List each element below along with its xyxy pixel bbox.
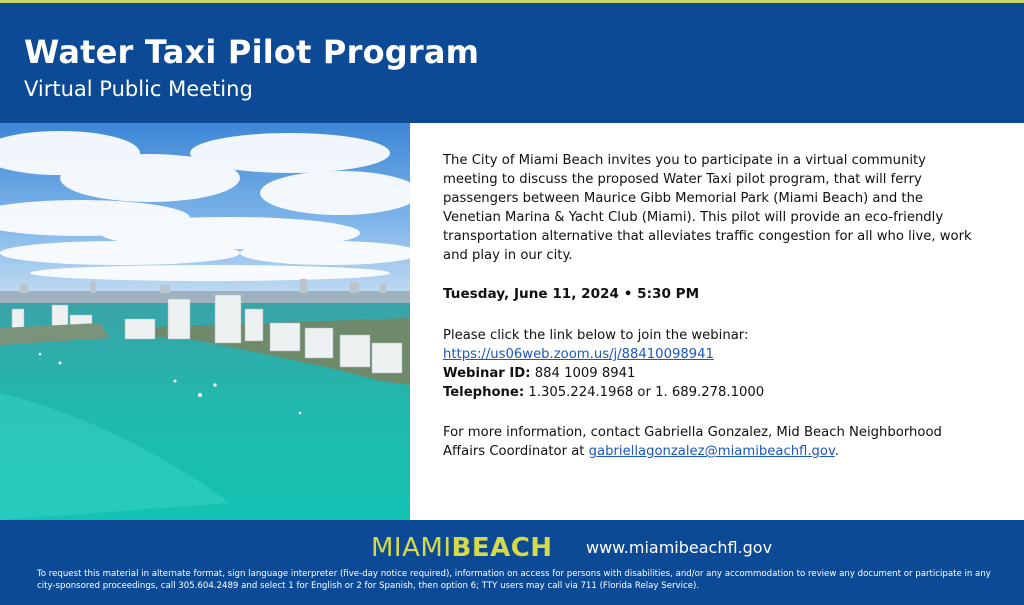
page-title: Water Taxi Pilot Program	[24, 33, 480, 71]
intro-paragraph: The City of Miami Beach invites you to participate in a virtual community meeting to discuss the proposed Water Taxi pilot program, that will ferry passengers between Maurice Gibb Memorial Park (Miami Beach) and the Venetian Marina & Yacht Club (Miami). This pilot will provide an eco-friendly transportation alternative that alleviates traffic congestion for all who live, work and play in our city.	[443, 153, 972, 263]
webinar-link[interactable]: https://us06web.zoom.us/j/88410098941	[443, 347, 714, 362]
brand-first: MIAMI	[371, 533, 452, 563]
contact-text: For more information, contact Gabriella Gonzalez, Mid Beach Neighborhood Affairs Coordinator at	[443, 425, 942, 459]
meeting-date-time: Tuesday, June 11, 2024 • 5:30 PM	[443, 286, 700, 302]
accessibility-disclaimer: To request this material in alternate format, sign language interpreter (five-day notice required), information on access for persons with disabilities, and/or any accommodation to review any document or participate in any city-sponsored proceedings, call 305.604.2489 and select 1 for English or 2 for Spanish, then option 6; TTY users may call via 711 (Florida Relay Service).	[37, 569, 991, 591]
footer-banner	[0, 520, 1024, 605]
website-link[interactable]: www.miamibeachfl.gov	[586, 538, 773, 557]
contact-end: .	[834, 444, 839, 459]
telephone-label: Telephone:	[443, 385, 525, 400]
webinar-prompt: Please click the link below to join the webinar:	[443, 328, 749, 343]
webinar-info	[443, 326, 983, 402]
telephone-value: 1.305.224.1968 or 1. 689.278.1000	[528, 385, 765, 400]
webinar-id-label: Webinar ID:	[443, 366, 531, 381]
miami-beach-logo	[371, 533, 553, 563]
webinar-id-value: 884 1009 8941	[534, 366, 636, 381]
meeting-details	[443, 151, 983, 461]
header-banner	[0, 3, 1024, 123]
contact-paragraph	[443, 423, 983, 461]
contact-email-link[interactable]: gabriellagonzalez@miamibeachfl.gov	[588, 444, 835, 459]
page-subtitle: Virtual Public Meeting	[24, 77, 253, 101]
brand-second: BEACH	[451, 533, 553, 563]
aerial-photo	[0, 123, 410, 520]
